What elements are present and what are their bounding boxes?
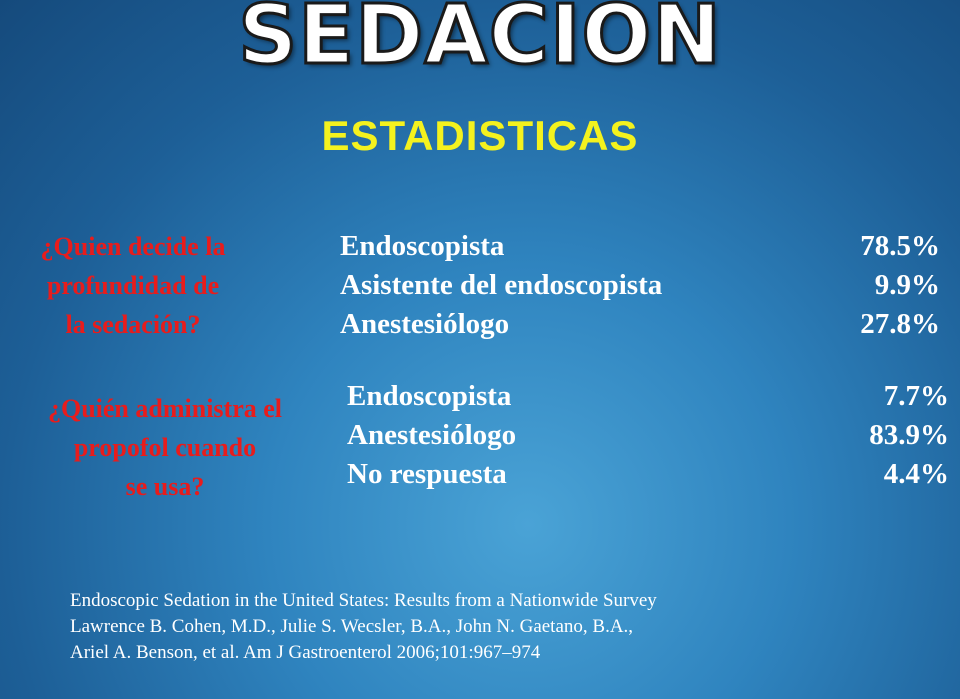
question-propofol-admin <box>2 389 328 506</box>
answer-row <box>347 416 949 455</box>
answer-percent: 4.4% <box>883 458 949 490</box>
answer-label: No respuesta <box>347 458 507 490</box>
slide-title: SEDACION <box>238 0 722 83</box>
question-line: profundidad de <box>46 271 220 300</box>
answer-label: Endoscopista <box>340 230 505 262</box>
question-line: se usa? <box>125 472 205 501</box>
answer-label: Asistente del endoscopista <box>340 269 663 301</box>
answer-row <box>347 377 949 416</box>
answer-percent: 7.7% <box>883 380 949 412</box>
slide-subtitle: ESTADISTICAS <box>321 112 639 159</box>
question-line: ¿Quien decide la <box>40 232 226 261</box>
answer-label: Endoscopista <box>347 380 512 412</box>
answer-percent: 83.9% <box>869 419 949 451</box>
answer-row <box>340 305 940 344</box>
citation <box>70 588 890 666</box>
citation-line: Lawrence B. Cohen, M.D., Julie S. Wecsler, B.A., John N. Gaetano, B.A., <box>70 616 634 637</box>
answers-propofol-admin <box>347 377 949 494</box>
answer-percent: 27.8% <box>860 308 940 340</box>
question-line: ¿Quién administra el <box>47 394 282 423</box>
question-line: propofol cuando <box>73 433 257 462</box>
answers-depth-decision <box>340 227 940 344</box>
answer-row <box>347 455 949 494</box>
question-depth-decision <box>2 227 264 344</box>
answer-percent: 9.9% <box>874 269 940 301</box>
answer-row <box>340 227 940 266</box>
citation-line: Ariel A. Benson, et al. Am J Gastroenterol 2006;101:967–974 <box>70 642 541 663</box>
citation-line: Endoscopic Sedation in the United States: Results from a Nationwide Survey <box>70 590 657 611</box>
answer-label: Anestesiólogo <box>340 308 510 340</box>
question-line: la sedación? <box>65 310 201 339</box>
answer-row <box>340 266 940 305</box>
answer-label: Anestesiólogo <box>347 419 517 451</box>
answer-percent: 78.5% <box>860 230 940 262</box>
